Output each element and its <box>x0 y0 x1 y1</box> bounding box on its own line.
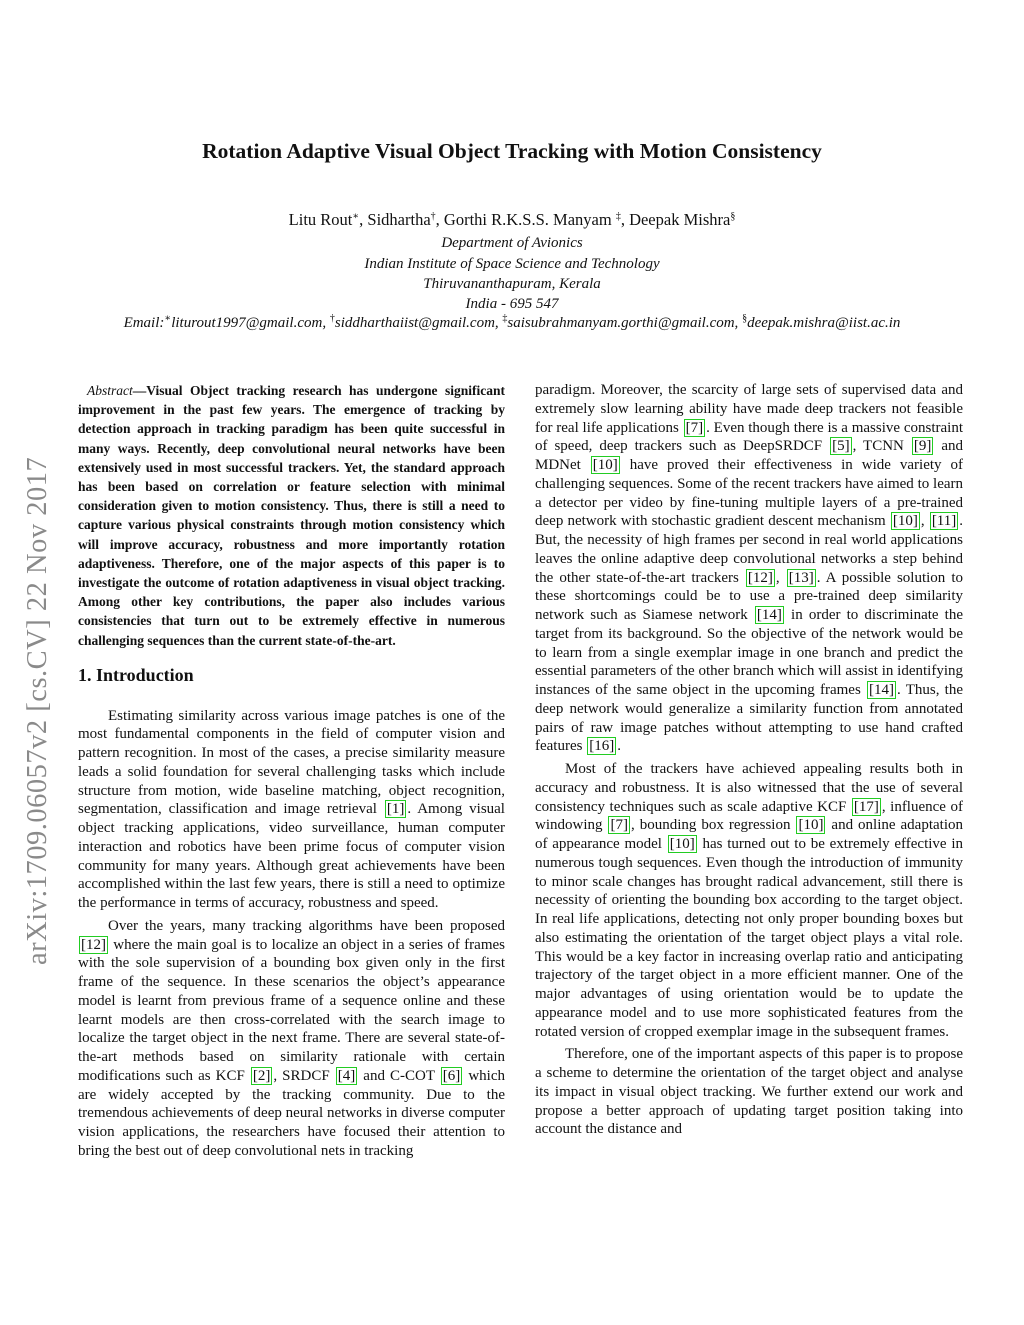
author-name: , Gorthi R.K.S.S. Manyam <box>435 210 616 229</box>
paragraph-text: and C-COT <box>358 1067 440 1084</box>
paragraph-text: paradigm. Moreover, the scarcity of large sets of supervised data and extremely slow learning ability have made deep trackers not feasible for real life applications <box>535 382 963 436</box>
citation-link[interactable]: [17] <box>853 798 879 815</box>
intro-paragraph-2 <box>78 917 505 1161</box>
citation-link[interactable]: [14] <box>756 607 782 623</box>
affiliation-country: India - 695 547 <box>465 296 559 312</box>
citation-link[interactable]: [6] <box>442 1067 461 1084</box>
paragraph-text: Most of the trackers have achieved appealing results both in accuracy and robustness. It is also witnessed that the use of several consistency techniques such as scale adaptive KCF <box>535 761 963 815</box>
intro-paragraph-4 <box>535 760 963 1041</box>
author-name: , Deepak Mishra <box>620 210 731 229</box>
paragraph-text: . But, the necessity of high frames per second in real world applications leaves the online adaptive deep convolutional networks a step behind the other state-of-the-art trackers <box>535 513 963 586</box>
citation-link[interactable]: [13] <box>788 569 814 586</box>
intro-paragraph-5 <box>535 1045 963 1139</box>
citation-link[interactable]: [12] <box>81 936 106 953</box>
paragraph-text: in order to discriminate the target from its background. So the objective of the network would be to learn from a single exemplar image in one branch and predict the essential parameters of the other branch which will assist in identifying instances of the same object in the upcoming frames <box>535 607 963 698</box>
abstract-lead: Abstract <box>87 383 133 398</box>
author-mark: † <box>430 211 436 222</box>
paragraph-text: , TCNN <box>852 438 911 455</box>
citation-link[interactable]: [5] <box>832 438 850 455</box>
citation-link[interactable]: [10] <box>892 513 918 530</box>
paragraph-text: , SRDCF <box>273 1067 335 1084</box>
paragraph-text: and MDNet <box>535 438 963 473</box>
left-column <box>78 381 505 1161</box>
paper-title: Rotation Adaptive Visual Object Tracking with Motion Consistency <box>202 139 822 163</box>
abstract-text: —Visual Object tracking research has undergone significant improvement in the past few years. The emergence of tracking by detection approach in tracking paradigm has been quite successful in many ways. Recently, deep convolutional neural networks have been extensively used in most successful trackers. Yet, the standard approach has been based on correlation or feature selection with minimal consideration given to motion consistency. Thus, there is still a need to capture various physical constraints through motion consistency which will improve accuracy, robustness and more importantly rotation adaptiveness. Therefore, one of the major aspects of this paper is to investigate the outcome of rotation adaptiveness in visual object tracking. Among other key contributions, the paper also includes various consistencies that turn out to be extremely effective in numerous challenging sequences than the current state-of-the-art. <box>78 383 505 648</box>
paragraph-text: Over the years, many tracking algorithms have been proposed <box>108 917 505 934</box>
author-mark: § <box>730 211 736 222</box>
abstract <box>78 381 505 650</box>
paragraph-text: , bounding box regression <box>630 817 796 834</box>
paragraph-text: , <box>920 513 929 530</box>
paragraph-text: Therefore, one of the important aspects of this paper is to propose a scheme to determine the orientation of the target object and analyse its impact in visual object tracking. We further extend our work and propose a better approach of updating target position taking into account the distance and <box>535 1046 963 1138</box>
citation-link[interactable]: [10] <box>798 817 824 834</box>
citation-link[interactable]: [14] <box>869 682 895 698</box>
citation-link[interactable]: [11] <box>931 513 957 530</box>
paragraph-text: has turned out to be extremely effective in numerous tough sequences. Even though the introduction of immunity to minor scale changes has brought radical advancement, still there is necessity of orienting the bounding box according to the target object. In real life applications, detecting not only proper bounding boxes but also estimating the orientation of the target object plays a vital role. This would be a key factor in increasing overlap ratio and anticipating trajectory of the target object in a more efficient manner. One of the major advantages of using orientation would be to update the appearance model and to use more sophisticated features from the rotated version of cropped exemplar image in the subsequent frames. <box>535 836 963 1040</box>
paragraph-text: , influence of windowing <box>535 798 963 834</box>
paragraph-text: . Thus, the deep network would generalize a similarity function from annotated pairs of raw image patches without attempting to use hand crafted features <box>535 682 963 755</box>
affiliation-institute: Indian Institute of Space Science and Technology <box>364 256 660 272</box>
paragraph-text: , <box>775 569 786 586</box>
paragraph-text: and online adaptation of appearance model <box>535 817 963 852</box>
section-heading: 1. Introduction <box>78 664 194 685</box>
citation-link[interactable]: [4] <box>337 1067 356 1084</box>
email-mark: § <box>742 313 748 324</box>
author-emails <box>0 315 1024 332</box>
affiliation-department: Department of Avionics <box>441 235 583 251</box>
paragraph-text: . Among visual object tracking applications, video surveillance, human computer interaction and robotics have been prime focus of computer vision community for many years. Although great achievements have been accomplished within the last few years, there is still a need to optimize the performance in terms of accuracy, robustness and speed. <box>78 801 505 912</box>
citation-link[interactable]: [1] <box>386 801 405 818</box>
paragraph-text: Estimating similarity across various image patches is one of the most fundamental components in the field of computer vision and pattern recognition. In most of the cases, a precise similarity measure leads a solid foundation for several challenging tasks which include structure from motion, wide baseline matching, object recognition, segmentation, classification and image retrieval <box>78 707 505 818</box>
email-address[interactable]: saisubrahmanyam.gorthi@gmail.com, <box>507 315 743 331</box>
paragraph-text: . Even though there is a massive constraint of speed, deep trackers such as DeepSRDCF <box>535 419 964 455</box>
affiliation-city: Thiruvananthapuram, Kerala <box>423 276 601 292</box>
email-address[interactable]: deepak.mishra@iist.ac.in <box>747 315 901 331</box>
author-name: Litu Rout <box>288 210 353 229</box>
author-list <box>0 210 1024 230</box>
email-prefix: Email: <box>123 315 165 331</box>
author-mark: ‡ <box>615 211 621 222</box>
paragraph-text: where the main goal is to localize an object in a series of frames with the sole supervision of a bounding box given only in the first frame of the sequence. In these scenarios the object’s appearance model is learnt from previous frame of a sequence online and these learnt models are then cross-correlated with the search image to localize the target object in the next frame. There are several state-of-the-art methods based on similarity rationale with certain modifications such as KCF <box>78 936 505 1084</box>
citation-link[interactable]: [7] <box>685 419 704 436</box>
author-name: , Sidhartha <box>359 210 431 229</box>
paragraph-text: have proved their effectiveness in wide variety of challenging sequences. Some of the recent trackers have aimed to learn a detector per video by fine-tuning multiple layers of a pre-trained deep network with stochastic gradient descent mechanism <box>535 457 963 530</box>
citation-link[interactable]: [12] <box>747 569 773 586</box>
citation-link[interactable]: [16] <box>589 738 615 755</box>
email-mark: † <box>329 313 335 324</box>
email-address[interactable]: liturout1997@gmail.com, <box>171 315 330 331</box>
email-mark: ∗ <box>164 313 172 324</box>
citation-link[interactable]: [9] <box>913 438 932 455</box>
citation-link[interactable]: [2] <box>252 1067 271 1084</box>
intro-paragraph-1 <box>78 707 505 913</box>
author-mark: ∗ <box>352 211 360 222</box>
intro-paragraph-3 <box>535 381 963 756</box>
paragraph-text: . A possible solution to these shortcomings could be to use a pre-trained deep similarity network such as Siamese network <box>535 569 964 623</box>
citation-link[interactable]: [7] <box>610 817 628 834</box>
arxiv-stamp: arXiv:1709.06057v2 [cs.CV] 22 Nov 2017 <box>22 456 53 965</box>
email-address[interactable]: siddharthaiist@gmail.com, <box>334 315 503 331</box>
right-column <box>535 381 963 1139</box>
paragraph-text: . <box>617 738 621 755</box>
email-mark: ‡ <box>502 313 508 324</box>
citation-link[interactable]: [10] <box>669 836 695 852</box>
paragraph-text: which are widely accepted by the tracking community. Due to the tremendous achievements of deep neural networks in diverse computer vision applications, the researchers have focused their attention to bring the best out of deep convolutional nets in tracking <box>78 1067 506 1159</box>
citation-link[interactable]: [10] <box>592 457 618 473</box>
